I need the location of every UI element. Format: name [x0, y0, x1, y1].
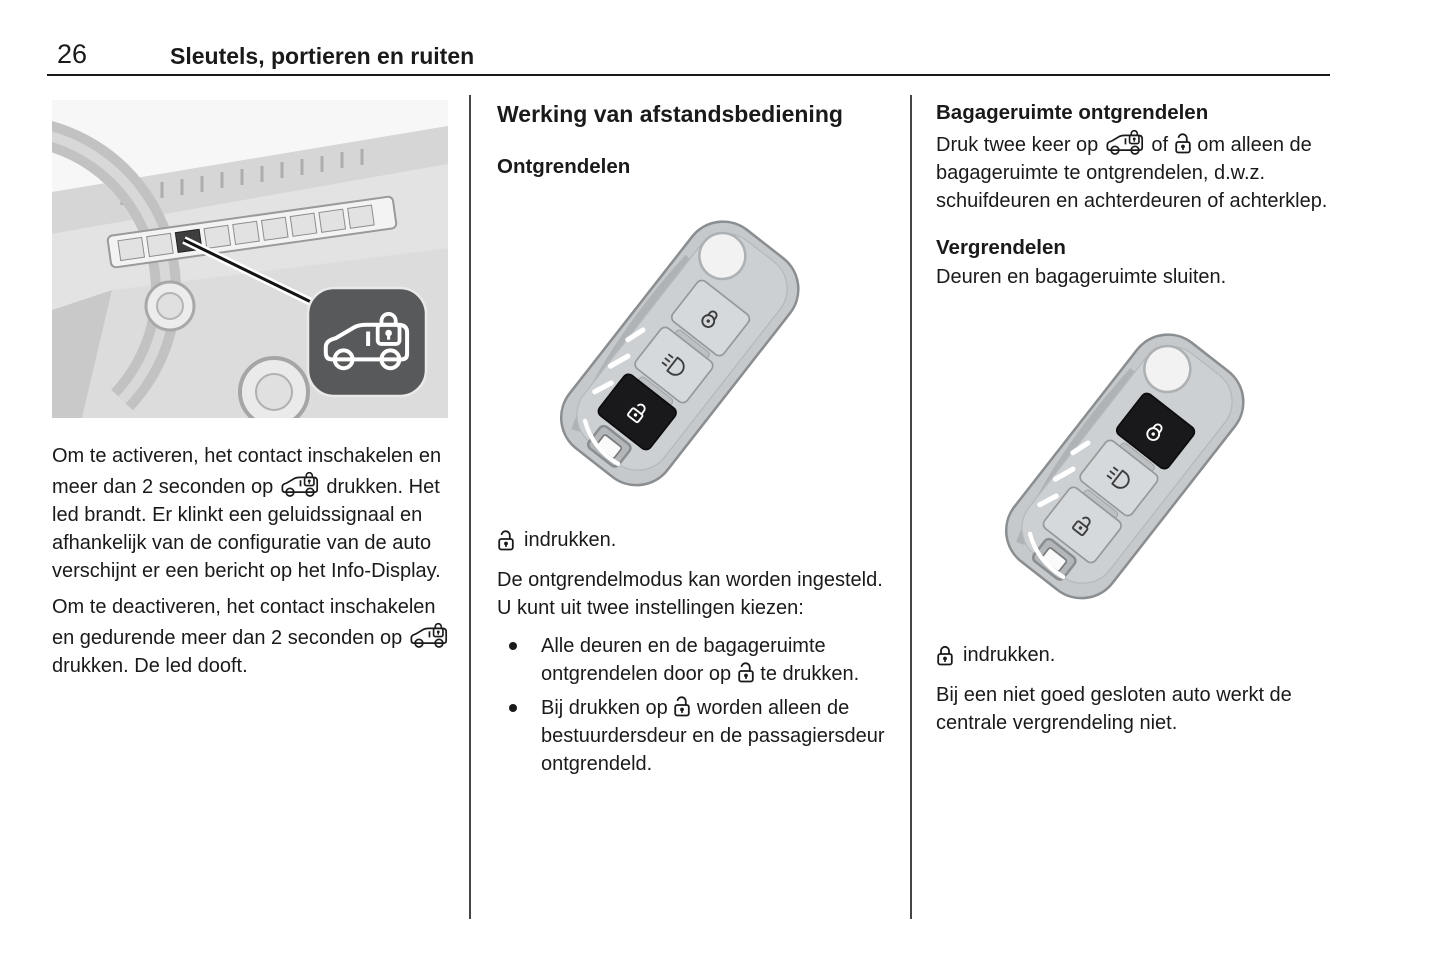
header-rule [47, 74, 1330, 76]
bullet-item-1 [497, 632, 895, 688]
lock-icon [936, 643, 954, 667]
keyfob-figure-unlock [511, 194, 883, 506]
activate-paragraph [52, 442, 450, 585]
page-number: 26 [57, 39, 88, 69]
unlock-icon [497, 528, 515, 552]
unlock-icon [737, 660, 755, 684]
lock-action-text: indrukken. [963, 644, 1056, 666]
unlock-mode-paragraph: De ontgrendelmodus kan worden ingesteld. U kunt uit twee instellingen kiezen: [497, 569, 883, 619]
unlock-icon [673, 694, 691, 718]
van-with-lock-icon [279, 470, 321, 499]
middle-column [497, 95, 895, 778]
unlock-icon [1174, 131, 1192, 155]
lock-subheading: Vergrendelen [936, 236, 1066, 259]
tailgate-paragraph: Druk twee keer op of om alleen de bagageruimte te ontgrendelen, d.w.z. schuifdeuren en achterdeuren of achterklep. [936, 128, 1334, 215]
activate-text-post: drukken. Het led brandt. Er klinkt een geluidssignaal en afhankelijk van de configuratie van de auto verschijnt er een bericht op het Info-Display. [52, 476, 441, 582]
van-with-lock-icon [408, 621, 450, 650]
dashboard-figure [52, 100, 448, 418]
tailgate-subheading: Bagageruimte ontgrendelen [936, 101, 1209, 124]
deactivate-text-pre: Om te deactiveren, het contact inschakelen en gedurende meer dan 2 seconden op [52, 596, 436, 649]
deactivate-text-post: drukken. De led dooft. [52, 655, 248, 677]
bullet-item-2 [497, 694, 895, 778]
right-column [936, 95, 1334, 737]
lock-action-line [936, 641, 1334, 669]
bullet-1-text: Alle deuren en de bagageruimte ontgrendelen door op te drukken. [541, 635, 860, 685]
bullet-marker [509, 642, 517, 650]
warning-paragraph: Bij een niet goed gesloten auto werkt de centrale vergrendeling niet. [936, 684, 1292, 734]
left-column [52, 95, 450, 680]
bullet-marker [509, 704, 517, 712]
chapter-title: Sleutels, portieren en ruiten [170, 43, 475, 69]
deactivate-paragraph [52, 593, 450, 680]
unlock-action-line [497, 526, 895, 554]
keyfob-figure-lock [956, 307, 1328, 619]
unlock-action-text: indrukken. [524, 529, 617, 551]
activate-text-pre: Om te activeren, het contact inschakelen en meer dan 2 seconden op [52, 445, 442, 498]
van-with-lock-icon [1104, 128, 1146, 157]
column-divider-1 [469, 95, 471, 919]
lock-paragraph: Deuren en bagageruimte sluiten. [936, 266, 1227, 288]
bullet-2-text: Bij drukken op worden alleen de bestuurdersdeur en de passagiersdeur ontgrendeld. [541, 694, 895, 778]
column-divider-2 [910, 95, 912, 919]
section-heading: Werking van afstandsbediening [497, 101, 843, 127]
unlock-subheading: Ontgrendelen [497, 155, 631, 178]
